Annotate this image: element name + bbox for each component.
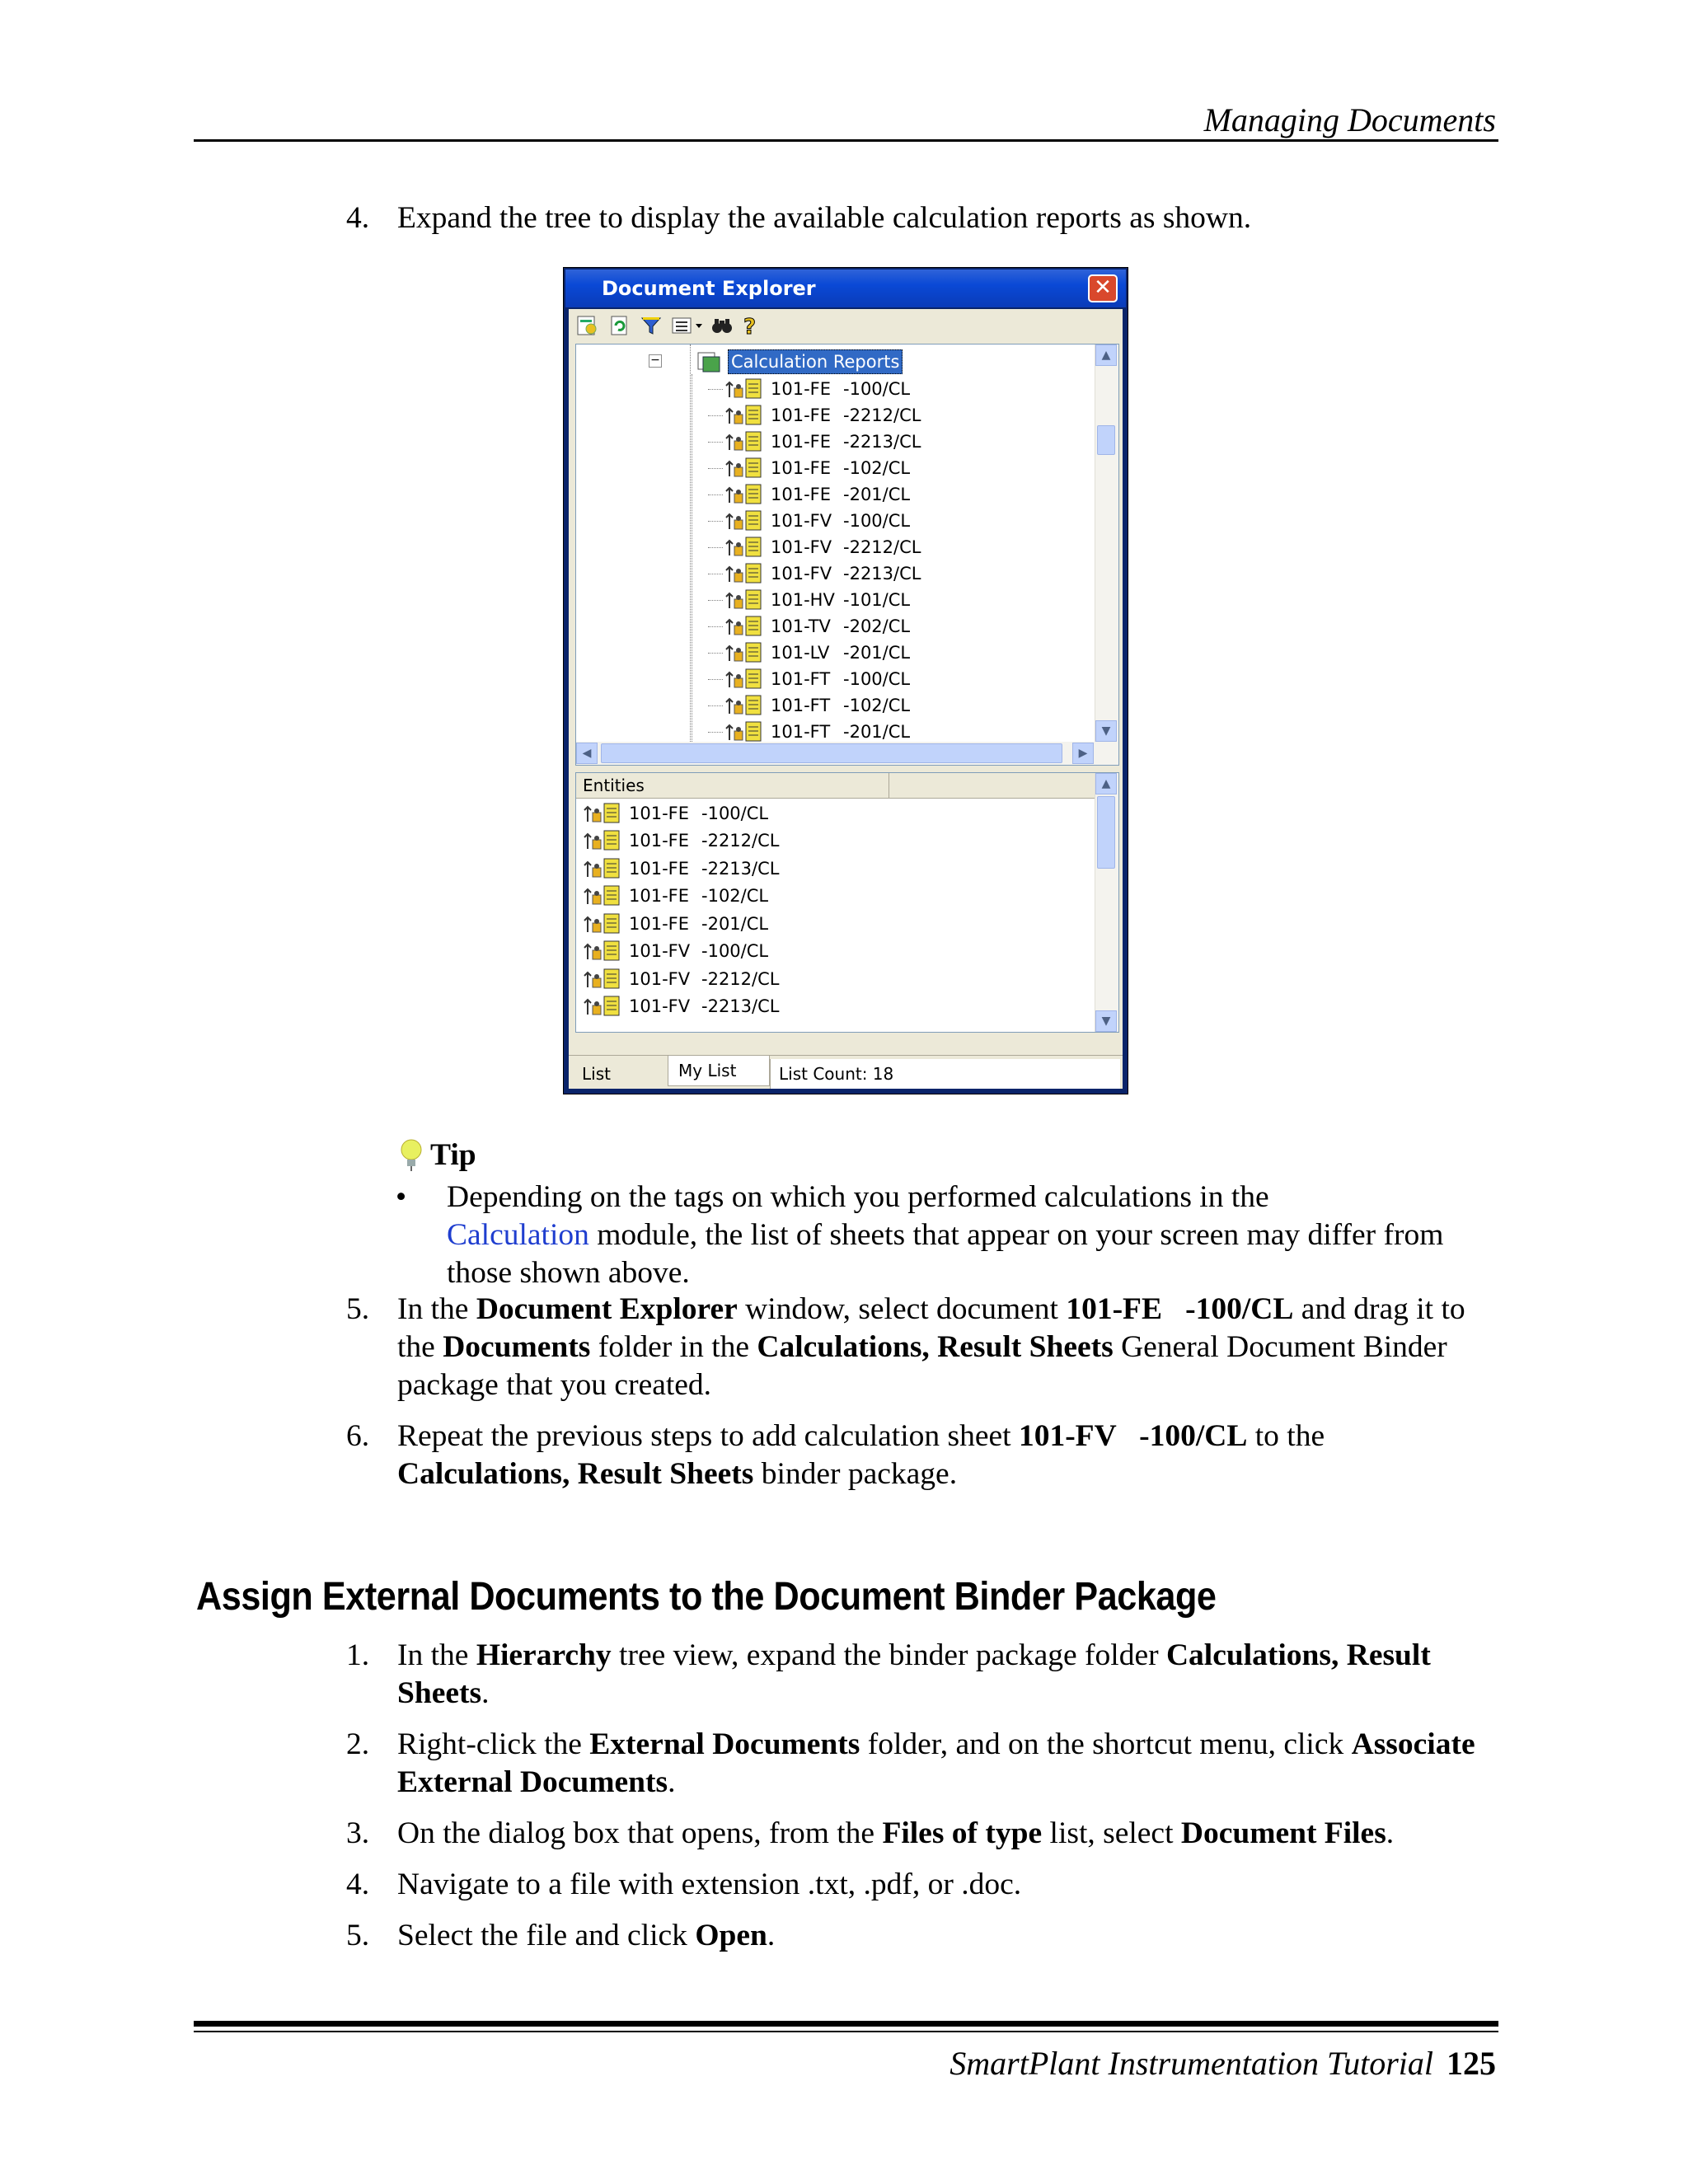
tip-text (447, 1179, 1467, 1292)
tree-connector (708, 600, 723, 601)
step-text: In the Hierarchy tree view, expand the binder package folder Calculations, Result Sheets. (397, 1638, 1431, 1710)
title-bar (565, 269, 1126, 307)
window-title: Document Explorer (602, 277, 816, 300)
step-list-section (346, 1637, 1500, 1955)
calculation-sheet-icon (724, 457, 764, 480)
tag-number: 101-FV (771, 564, 832, 583)
sheet-suffix: -201/CL (843, 485, 911, 504)
tree-connector (708, 468, 723, 469)
tag-number: 101-FT (771, 669, 831, 689)
calculation-sheet-icon (724, 668, 764, 691)
refresh-icon[interactable] (608, 314, 631, 337)
tag-number: 101-HV (771, 590, 835, 610)
document-explorer-window (563, 267, 1128, 1094)
footer-rule (194, 2021, 1498, 2027)
sheet-suffix: -102/CL (843, 458, 911, 478)
calculation-sheet-icon (583, 968, 622, 991)
tree-item[interactable] (708, 613, 921, 640)
tip-bullets (396, 1179, 1467, 1292)
sheet-suffix: -202/CL (843, 616, 911, 636)
section-heading: Assign External Documents to the Document Binder Package (196, 1575, 1217, 1619)
tree-guide-line (690, 344, 691, 765)
scroll-thumb[interactable] (601, 743, 1062, 763)
scroll-down-button[interactable]: ▼ (1095, 720, 1117, 742)
sheet-suffix: -201/CL (843, 722, 911, 742)
tree-connector (708, 389, 723, 390)
calculation-sheet-icon (583, 829, 622, 852)
step-text: In the Document Explorer window, select document 101-FE -100/CL and drag it to the Documents folder in the Calculations, Result Sheets General Document Binder package that you created. (397, 1292, 1465, 1402)
calculation-sheet-icon (724, 377, 764, 401)
footer-rule (194, 2031, 1498, 2032)
sheet-suffix: -2213/CL (843, 432, 921, 452)
calculation-sheet-icon (724, 641, 764, 664)
tree-node-calculation-reports[interactable] (695, 349, 903, 374)
tag-number: 101-FE (771, 379, 832, 399)
sheet-suffix: -2212/CL (701, 831, 780, 851)
tab-my-list[interactable]: My List (668, 1056, 770, 1086)
calculation-sheet-icon (724, 720, 764, 743)
tree-item[interactable] (708, 560, 921, 587)
calculation-sheet-icon (583, 802, 622, 825)
step-list-after (346, 1291, 1500, 1493)
step-number: 3. (346, 1816, 370, 1850)
tip-bullet (396, 1179, 1467, 1292)
list-item[interactable] (583, 938, 779, 966)
tag-number: 101-FT (771, 722, 831, 742)
section-step-5 (346, 1917, 1500, 1955)
sheet-suffix: -100/CL (701, 941, 769, 962)
tree-connector (708, 547, 723, 548)
tree-vertical-scrollbar[interactable] (1095, 344, 1118, 742)
list-item[interactable] (583, 855, 779, 883)
properties-icon[interactable] (575, 314, 598, 337)
scroll-up-button[interactable]: ▲ (1095, 773, 1117, 794)
tip-label: Tip (430, 1137, 476, 1172)
folder-reports-icon (695, 350, 723, 373)
tree-node-label: Calculation Reports (728, 349, 903, 374)
scroll-down-button[interactable]: ▼ (1095, 1010, 1117, 1032)
list-item[interactable] (583, 910, 779, 938)
sheet-suffix: -100/CL (843, 669, 911, 689)
list-header (576, 773, 1095, 799)
calculation-sheet-icon (724, 430, 764, 453)
sheet-suffix: -100/CL (843, 379, 911, 399)
tree-item[interactable] (708, 587, 921, 613)
entities-list (575, 772, 1119, 1033)
tag-number: 101-FE (771, 432, 832, 452)
tag-number: 101-TV (771, 616, 831, 636)
tag-number: 101-FV (629, 941, 691, 962)
calculation-sheet-icon (583, 857, 622, 880)
step-number: 6. (346, 1419, 370, 1453)
tip-text-part: module, the list of sheets that appear on your screen may differ from those shown above. (447, 1218, 1444, 1290)
column-header-blank[interactable] (889, 773, 1097, 798)
help-icon[interactable] (738, 314, 762, 337)
document-tree (575, 344, 1119, 766)
sheet-suffix: -201/CL (701, 913, 769, 934)
step-number: 5. (346, 1292, 370, 1326)
bullet-mark: • (396, 1180, 407, 1214)
tree-connector (708, 626, 723, 627)
calculation-sheet-icon (724, 588, 764, 612)
tag-number: 101-FE (629, 858, 690, 879)
scroll-thumb[interactable] (1097, 796, 1115, 869)
tree-item[interactable] (708, 508, 921, 534)
list-count-status: List Count: 18 (770, 1059, 1120, 1089)
running-header: Managing Documents (1203, 101, 1496, 138)
calculation-sheet-icon (724, 562, 764, 585)
calculation-link[interactable]: Calculation (447, 1218, 589, 1252)
window-client (569, 309, 1123, 1089)
calculation-sheet-icon (583, 912, 622, 935)
calculation-sheet-icon (724, 483, 764, 506)
step-text: Repeat the previous steps to add calculation sheet 101-FV -100/CL to the Calculations, Result Sheets binder package. (397, 1419, 1325, 1491)
sheet-suffix: -201/CL (843, 643, 911, 663)
tree-connector (708, 705, 723, 706)
tree-connector (708, 415, 723, 416)
calculation-sheet-icon (724, 694, 764, 717)
section-step-1 (346, 1637, 1500, 1713)
sheet-suffix: -100/CL (701, 803, 769, 823)
section-step-2 (346, 1726, 1500, 1802)
tab-list[interactable]: List (582, 1064, 611, 1084)
tip-text-part: Depending on the tags on which you performed calculations in the (447, 1180, 1269, 1214)
tree-connector (708, 679, 723, 680)
tag-number: 101-FE (629, 831, 690, 851)
header-rule (194, 139, 1498, 142)
tree-connector (708, 442, 723, 443)
calculation-sheet-icon (724, 536, 764, 559)
tag-number: 101-FV (771, 537, 832, 557)
section-step-3 (346, 1815, 1500, 1853)
tree-connector (708, 521, 723, 522)
step-text: Navigate to a file with extension .txt, .pdf, or .doc. (397, 1868, 1022, 1901)
tab-strip (569, 1055, 1123, 1089)
tree-item[interactable] (708, 481, 921, 508)
step-number: 1. (346, 1638, 370, 1672)
tree-item[interactable] (708, 429, 921, 455)
list-item[interactable] (583, 883, 779, 911)
list-item[interactable] (583, 799, 779, 827)
calculation-sheet-icon (724, 615, 764, 638)
column-header-entities[interactable]: Entities (576, 773, 889, 798)
list-item[interactable] (583, 993, 779, 1021)
sheet-suffix: -101/CL (843, 590, 911, 610)
sheet-suffix: -2212/CL (701, 968, 780, 989)
tree-horizontal-scrollbar[interactable] (576, 742, 1118, 765)
step-4 (346, 199, 1500, 237)
tag-number: 101-FV (629, 996, 691, 1017)
calculation-sheet-icon (724, 509, 764, 532)
list-item[interactable] (583, 827, 779, 855)
calculation-sheet-icon (583, 940, 622, 963)
tree-item[interactable] (708, 640, 921, 666)
find-icon[interactable] (710, 314, 734, 337)
tree-item[interactable] (708, 692, 921, 719)
step-text: Select the file and click Open. (397, 1919, 776, 1952)
sheet-suffix: -2213/CL (843, 564, 921, 583)
sheet-suffix: -102/CL (843, 696, 911, 715)
tree-item-list (708, 376, 921, 766)
list-item-list (583, 799, 779, 1020)
tag-number: 101-FE (629, 913, 690, 934)
tag-number: 101-FV (771, 511, 832, 531)
calculation-sheet-icon (583, 884, 622, 907)
scroll-up-button[interactable]: ▲ (1095, 344, 1117, 366)
scroll-left-button[interactable]: ◀ (576, 743, 598, 764)
toolbar (569, 309, 1123, 342)
tree-item[interactable] (708, 534, 921, 560)
svg-text:?: ? (743, 315, 757, 337)
sheet-suffix: -2212/CL (843, 405, 921, 425)
step-number: 4. (346, 1868, 370, 1901)
lightbulb-icon (397, 1138, 427, 1171)
tree-connector (708, 653, 723, 654)
sheet-suffix: -100/CL (843, 511, 911, 531)
section-step-4 (346, 1866, 1500, 1904)
step-5 (346, 1291, 1500, 1404)
step-text: Expand the tree to display the available calculation reports as shown. (397, 201, 1252, 235)
step-text: On the dialog box that opens, from the Files of type list, select Document Files. (397, 1816, 1395, 1850)
tree-connector (708, 732, 723, 733)
tag-number: 101-LV (771, 643, 830, 663)
tree-item[interactable] (708, 455, 921, 481)
step-number: 2. (346, 1727, 370, 1761)
tag-number: 101-FE (629, 803, 690, 823)
tree-connector (708, 494, 723, 495)
tag-number: 101-FE (771, 405, 832, 425)
step-6 (346, 1418, 1500, 1493)
footer-title: SmartPlant Instrumentation Tutorial (950, 2045, 1433, 2082)
tip-heading (397, 1136, 476, 1174)
tag-number: 101-FV (629, 968, 691, 989)
tag-number: 101-FT (771, 696, 831, 715)
scroll-thumb[interactable] (1097, 425, 1115, 455)
view-options-icon[interactable] (671, 314, 704, 337)
step-text: Right-click the External Documents folder, and on the shortcut menu, click Associate External Documents. (397, 1727, 1475, 1799)
step-number: 5. (346, 1919, 370, 1952)
list-item[interactable] (583, 965, 779, 993)
collapse-toggle[interactable]: − (649, 354, 662, 368)
sheet-suffix: -102/CL (701, 886, 769, 907)
step-number: 4. (346, 201, 370, 235)
page-footer (194, 2044, 1496, 2083)
sheet-suffix: -2212/CL (843, 537, 921, 557)
filter-icon[interactable] (640, 314, 663, 337)
sheet-suffix: -2213/CL (701, 996, 780, 1017)
tree-item[interactable] (708, 666, 921, 692)
step-list-intro (346, 199, 1500, 237)
tag-number: 101-FE (771, 485, 832, 504)
close-button[interactable]: ✕ (1088, 274, 1118, 302)
list-vertical-scrollbar[interactable] (1095, 773, 1118, 1032)
calculation-sheet-icon (724, 404, 764, 427)
tag-number: 101-FE (629, 886, 690, 907)
tree-item[interactable] (708, 402, 921, 429)
calculation-sheet-icon (583, 995, 622, 1018)
tree-item[interactable] (708, 376, 921, 402)
page-number: 125 (1447, 2045, 1496, 2082)
scroll-right-button[interactable]: ▶ (1072, 743, 1094, 764)
sheet-suffix: -2213/CL (701, 858, 780, 879)
tag-number: 101-FE (771, 458, 832, 478)
